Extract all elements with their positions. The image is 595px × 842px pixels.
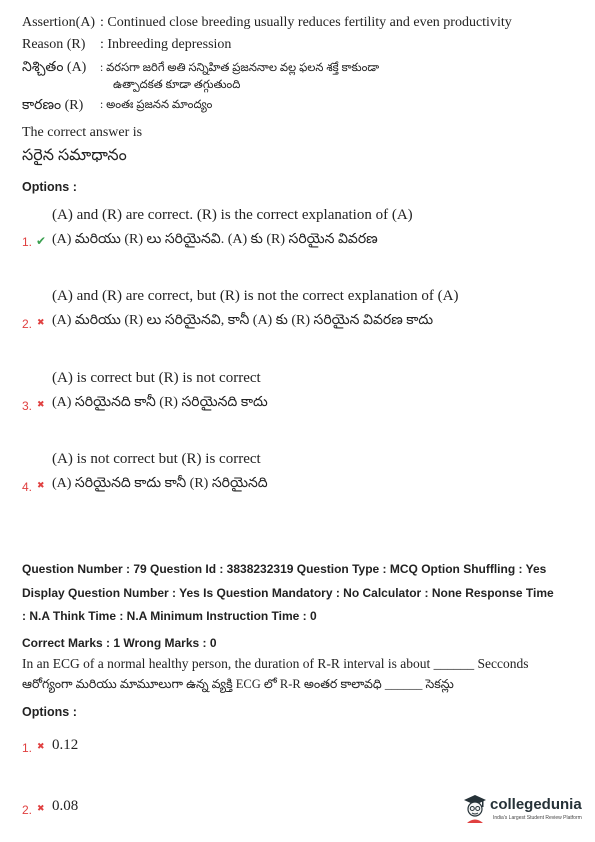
question-text-en: In an ECG of a normal healthy person, the duration of R-R interval is about ______ Secconds bbox=[22, 656, 529, 671]
option-number: 3. bbox=[22, 399, 33, 413]
option-text-en: (A) is not correct but (R) is correct bbox=[52, 451, 261, 467]
reason-label: Reason (R) bbox=[22, 37, 86, 52]
cross-icon: ✖ bbox=[37, 400, 45, 410]
assertion-label: Assertion(A) bbox=[22, 15, 96, 30]
option-text-en: (A) and (R) are correct. (R) is the correct explanation of (A) bbox=[52, 207, 413, 223]
option-value: 0.08 bbox=[52, 798, 79, 814]
te-reason-text: : అంతః ప్రజనన మాంద్యం bbox=[100, 99, 213, 111]
option-value: 0.12 bbox=[52, 737, 79, 753]
option-number: 2. bbox=[22, 803, 33, 817]
option-text-en: (A) is correct but (R) is not correct bbox=[52, 370, 261, 386]
correct-answer-en: The correct answer is bbox=[22, 125, 143, 140]
cross-icon: ✖ bbox=[37, 481, 45, 491]
graduate-mascot-icon bbox=[462, 792, 488, 824]
te-assertion-line1: : వరసగా జరిగే అతి సన్నిహిత ప్రజననాల వల్ల ఫలన శక్తే కాకుండా bbox=[100, 62, 380, 74]
te-assertion-label: నిశ్చితం (A) bbox=[22, 60, 87, 75]
option-number: 1. bbox=[22, 235, 33, 249]
question-meta-line3: : N.A Think Time : N.A Minimum Instruction Time : 0 bbox=[22, 609, 317, 623]
option-text-en: (A) and (R) are correct, but (R) is not the correct explanation of (A) bbox=[52, 288, 459, 304]
question-meta-line2: Display Question Number : Yes Is Question Mandatory : No Calculator : None Response Time bbox=[22, 586, 554, 600]
cross-icon: ✖ bbox=[37, 318, 45, 328]
question-text-te: ఆరోగ్యంగా మరియు మామూలుగా ఉన్న వ్యక్తి ECG లో R-R అంతర కాలావధి ______ సెకన్లు bbox=[22, 677, 454, 691]
assertion-text: : Continued close breeding usually reduces fertility and even productivity bbox=[100, 15, 512, 30]
option-number: 1. bbox=[22, 741, 33, 755]
question-marks: Correct Marks : 1 Wrong Marks : 0 bbox=[22, 636, 217, 650]
te-assertion-line2: ఉత్పాదకత కూడా తగ్గుతుంది bbox=[113, 79, 241, 91]
question-meta-line1: Question Number : 79 Question Id : 3838232319 Question Type : MCQ Option Shuffling : Yes bbox=[22, 562, 547, 576]
option-text-te: (A) మరియు (R) లు సరియైనవి. (A) కు (R) సరియైన వివరణ bbox=[52, 232, 378, 247]
cross-icon: ✖ bbox=[37, 804, 45, 814]
option-number: 2. bbox=[22, 317, 33, 331]
logo-tagline: India's Largest Student Review Platform bbox=[493, 815, 582, 821]
correct-answer-te: సరైన సమాధానం bbox=[22, 147, 127, 164]
options-label: Options : bbox=[22, 180, 77, 194]
te-reason-label: కారణం (R) bbox=[22, 98, 84, 113]
check-icon: ✔ bbox=[36, 234, 47, 248]
option-number: 4. bbox=[22, 480, 33, 494]
option-text-te: (A) సరియైనది కాదు కానీ (R) సరియైనది bbox=[52, 476, 268, 491]
option-text-te: (A) సరియైనది కానీ (R) సరియైనది కాదు bbox=[52, 395, 268, 410]
cross-icon: ✖ bbox=[37, 742, 45, 752]
collegedunia-logo bbox=[462, 790, 588, 830]
options-label: Options : bbox=[22, 705, 77, 719]
reason-text: : Inbreeding depression bbox=[100, 37, 232, 52]
logo-name: collegedunia bbox=[490, 796, 582, 813]
option-text-te: (A) మరియు (R) లు సరియైనవి, కానీ (A) కు (R) సరియైన వివరణ కాదు bbox=[52, 313, 434, 328]
